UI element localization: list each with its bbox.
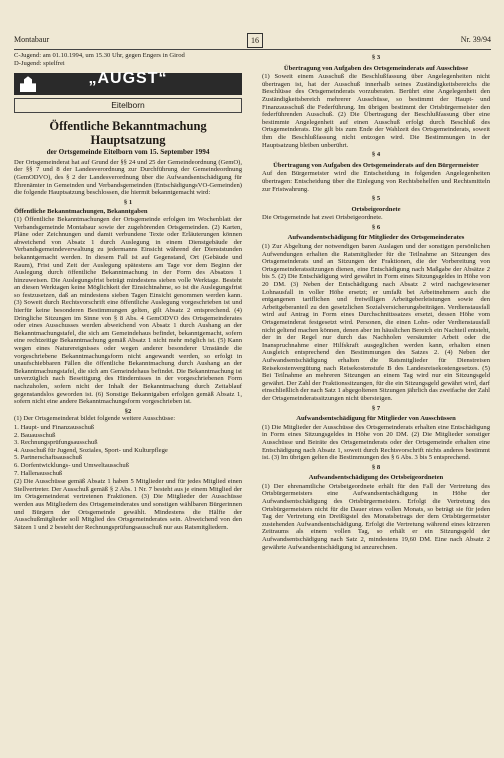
section-6-heading: Aufwandsentschädigung für Mitglieder des Ortsgemeinderates <box>287 234 465 242</box>
list-item: 4. Ausschuß für Jugend, Soziales, Sport- und Kulturpflege <box>14 446 168 454</box>
section-2-number: §2 <box>124 407 132 415</box>
section-4-text: Auf den Bürgermeister wird die Entscheidung in folgenden Angelegenheiten übertragen: Entscheidung über die Einlegung von Rechtsbehelfen und Rechtsmitteln zur Fristwahrung. <box>262 170 490 193</box>
section-7-text: (1) Die Mitglieder der Ausschüsse des Ortsgemeinderats erhalten eine Entschädigung in Form eines Sitzungsgeldes in Höhe von 20 DM. (2) Die Mitglieder sonstiger Ausschüsse und Beiräte des Ortsgemeinderats oder der Ortsgemeinde erhalten eine Entschädigung nach Absatz 1, soweit durch Rechtsvorschrift nichts anderes bestimmt ist. (3) Im übrigen gelten die Bestimmungen des § 6 Abs. 3 bis 5 entsprechend. <box>262 423 490 462</box>
left-column <box>14 52 242 531</box>
header-rule <box>14 49 491 50</box>
section-3-heading: Übertragung von Aufgaben des Ortsgemeinderats auf Ausschüsse <box>283 64 469 72</box>
section-7-number: § 7 <box>371 404 381 412</box>
list-item: 6. Dorfentwicklungs- und Umweltausschuß <box>14 461 130 469</box>
sports-line-1: C-Jugend: am 01.10.1994, um 15.30 Uhr, gegen Engers in Girod <box>14 52 185 59</box>
section-8-text: (1) Der ehrenamtliche Ortsbeigeordnete erhält für den Fall der Vertretung des Ortsbürgermeisters eine Aufwandsentschädigung in Höhe der Aufwandsentschädigung des Ortsbürgermeisters. Erfolgt die Vertretung des Ortsbürgermeisters nicht für die Dauer eines vollen Monats, so beträgt sie für jeden Tag der Vertretung ein Dreißigstel des Monatsbetrags der dem Ortsbürgermeister zustehenden Aufwandsentschädigung. Erfolgt die Vertretung während eines kürzeren Zeitraums als einem vollen Tag, so erhält er ein Sitzungsgeld der Aufwandsentschädigung nach Satz 2, mindestens 19,60 DM. Eine nach Absatz 2 gewährte Aufwandsentschädigung ist anzurechnen. <box>262 482 490 551</box>
page-header <box>14 33 491 49</box>
section-2-intro: (1) Der Ortsgemeinderat bildet folgende weitere Ausschüsse: <box>14 415 176 423</box>
section-6-number: § 6 <box>371 223 381 231</box>
notice-subtitle: der Ortsgemeinde Eitelborn vom 15. September 1994 <box>46 148 210 157</box>
section-1-heading: Öffentliche Bekanntmachungen, Bekanntgaben <box>14 208 148 216</box>
section-1-number: § 1 <box>123 198 133 206</box>
sports-line-2: D-Jugend: spielfrei <box>14 59 65 67</box>
section-1-text: (1) Öffentliche Bekanntmachungen der Ortsgemeinde erfolgen im Wochenblatt der Verbandsgemeinde Montabaur sowie der zugehörenden Ortsgemeinden. (2) Karten, Pläne oder Zeichnungen und damit verbundene Texte oder Erläuterungen können abweichend von Absatz 1 durch Auslegung in einem Dienstgebäude der Verbandsgemeindeverwaltung zu jedermanns Einsicht während der Dienststunden bekanntgemacht werden. In diesem Fall ist auf Gegenstand, Ort (Gebäude und Raum), Frist und Zeit der Auslegung spätestens am Tage vor dem Beginn der Auslegung durch öffentliche Bekanntmachung in der Form des Absatzes 1 hinzuweisen. Die Auslegungsfrist beträgt mindestens sieben volle Werktage. Besteht an diesen Werktagen keine Möglichkeit der Einsichtnahme, so ist die Auslegungsfrist so festzusetzen, daß an mindestens sieben Tagen Einsicht genommen werden kann. (3) Soweit durch Rechtsvorschrift eine öffentliche Auslegung vorgeschrieben ist und hierfür keine besonderen Bestimmungen gelten, gilt Absatz 2 entsprechend. (4) Dringliche Sitzungen im Sinne von § 8 Abs. 4 GemODVO des Ortsgemeinderates oder eines Ausschusses werden abweichend von Absatz 1 durch Aushang an der Bekanntmachungstafel, die sich am Gemeindehaus befindet, bekanntgemacht, sofern eine rechtzeitige Bekanntmachung gemäß Absatz 1 nicht mehr möglich ist. (5) Kann wegen eines Naturereignisses oder wegen anderer besonderer Umstände die vorgeschriebene Bekanntmachungsform nicht angewandt werden, so erfolgt in unaufschiebbaren Fällen die öffentliche Bekanntmachung durch Aushang an der Bekanntmachungstafel, die sich am Gemeindehaus befindet. Die Bekanntmachung ist unverzüglich nach Beseitigung des Hindernisses in der vorgeschriebenen Form nachzuholen, sofern nicht der Inhalt der Bekanntmachung durch Zeitablauf gegenstandslos geworden ist. (6) Sonstige Bekanntgaben erfolgen gemäß Absatz 1, sofern nicht eine andere Bekanntmachungsform vorgeschrieben ist. <box>14 215 242 406</box>
section-8-heading: Aufwandsentschädigung des Ortsbeigeordneten <box>308 474 444 482</box>
notice-title: Öffentliche Bekanntmachung Hauptsatzung <box>49 119 207 148</box>
committee-list <box>14 424 242 477</box>
location-label: Eitelborn <box>14 98 242 113</box>
list-item: 5. Partnerschaftsausschuß <box>14 454 83 462</box>
section-5-text: Die Ortsgemeinde hat zwei Ortsbeigeordnete. <box>262 214 383 222</box>
section-3-text: (1) Soweit einem Ausschuß die Beschlußfassung über Angelegenheiten nicht übertragen ist, hat der Ausschuß innerhalb seines Zuständigkeitsbereichs die Beschlüsse des Ortsgemeinderats vorzuberaten. Berührt eine Angelegenheit den Zuständigkeitsbereich mehrerer Ausschüsse, so bestimmt der Haupt- und Finanzausschuß die Federführung. Im übrigen bestimmt der Ortsbürgermeister den federführenden Ausschuß. (2) Die Übertragung der Beschlußfassung über eine bestimmte Angelegenheit auf einen Ausschuß erfolgt durch Beschluß des Ortsgemeinderats. Die gilt bis zum Ende der Wahlzeit des Ortsgemeinderats, soweit ihm die Beschlußfassung nicht entzogen wird. Die Bestimmungen in der Hauptsatzung bleiben unberührt. <box>262 73 490 149</box>
section-6-text: (1) Zur Abgeltung der notwendigen baren Auslagen und der sonstigen persönlichen Aufwendungen erhalten die Ratsmitglieder für die Teilnahme an Sitzungen des Ortsgemeinderats und an Sitzungen der Fraktionen, die der Vorbereitung von Ortsgemeinderatssitzungen dienen, eine Entschädigung nach Maßgabe der Absätze 2 bis 5. (2) Die Entschädigung wird gewährt in Form eines Sitzungsgeldes in Höhe von 20 DM. (3) Neben der Entschädigung nach Absatz 2 wird nachgewiesener Lohnausfall in voller Höhe ersetzt; er umfaßt bei Arbeitnehmern auch die entgangenen tariflichen und freiwilligen Arbeitgeberleistungen sowie den Arbeitgeberanteil zu den gesetzlichen Sozialversicherungsbeiträgen. Verdienstausfall wird auf Antrag in Form eines Durchschnittssatzes ersetzt, dessen Höhe vom Ortsgemeinderat festgesetzt wird. Personen, die einen Lohn- oder Verdienstausfall nicht geltend machen können, denen aber im häuslichen Bereich ein Nachteil entsteht, der in der Regel nur durch das Nachholen versäumter Arbeit oder die Inanspruchnahme einer Hilfskraft ausgeglichen werden kann, erhalten einen Ausgleich entsprechend den Bestimmungen des Satzes 2. (4) Neben der Aufwandsentschädigung erhalten die Ratsmitglieder für Dienstreisen Reisekostenvergütung nach Reisekostenstufe B des Landesreisekostengesetzes. (5) Bei Teilnahme an mehreren Sitzungen an einem Tag wird nur ein Sitzungsgeld gewährt. Der Zahl der Fraktionssitzungen, für die ein Sitzungsgeld gewährt wird, darf einschließlich der nach Satz 1 abgegoltenen Sitzungen jährlich das zweifache der Zahl der Ortsgemeinderatssitzungen nicht übersteigen. <box>262 243 490 402</box>
section-4-number: § 4 <box>371 151 381 159</box>
section-4-heading: Übertragung von Aufgaben des Ortsgemeinderats auf den Bürgermeister <box>273 161 479 169</box>
header-town: Montabaur <box>14 35 50 44</box>
issue-number: Nr. 39/94 <box>460 35 491 44</box>
page-number: 16 <box>247 33 263 48</box>
section-5-heading: Ortsbeigeordnete <box>351 205 401 213</box>
section-3-number: § 3 <box>371 54 381 61</box>
section-7-heading: Aufwandsentschädigung für Mitglieder von Ausschüssen <box>296 415 456 423</box>
intro-text: Der Ortsgemeinderat hat auf Grund der §§ 24 und 25 der Gemeindeordnung (GemO), der §§ 7 und 8 der Landesverordnung zur Durchführung der Gemeindeordnung (GemODVO), des § 2 der Landesverordnung über die Aufwandsentschädigung für Ehrenämter in Gemeinden und Verbandsgemeinden (EntschädigungsVO-Gemeinden) die folgende Hauptsatzung beschlossen, die hiermit bekanntgemacht wird: <box>14 158 242 197</box>
augst-banner <box>14 70 242 95</box>
list-item: 1. Haupt- und Finanzausschuß <box>14 423 95 431</box>
section-5-number: § 5 <box>371 195 381 203</box>
right-column <box>262 52 490 551</box>
list-item: 7. Hallenausschuß <box>14 469 63 477</box>
augst-label: „AUGST“ <box>88 70 168 88</box>
section-8-number: § 8 <box>371 463 381 471</box>
list-item: 3. Rechnungsprüfungsausschuß <box>14 439 98 447</box>
list-item: 2. Bauausschuß <box>14 431 56 439</box>
section-2-text: (2) Die Ausschüsse gemäß Absatz 1 haben 5 Mitglieder und für jedes Mitglied einen Stellvertreter. Der Ausschuß gemäß § 2 Abs. 1 Nr. 7 besteht aus je einem Mitglied der im Ortsgemeinderat vertretenen Fraktionen. (3) Die Mitglieder der Ausschüsse werden aus Mitgliedern des Ortsgemeinderates und sonstigen wählbaren Bürgerinnen und Bürgern der Ortsgemeinde gewählt. Mindestens die Hälfte der Ausschußmitglieder soll Mitglied des Ortsgemeinderates sein. Abweichend von den Sätzen 1 und 2 besteht der Rechnungsprüfungsausschuß nur aus Ratsmitgliedern. <box>14 478 242 531</box>
